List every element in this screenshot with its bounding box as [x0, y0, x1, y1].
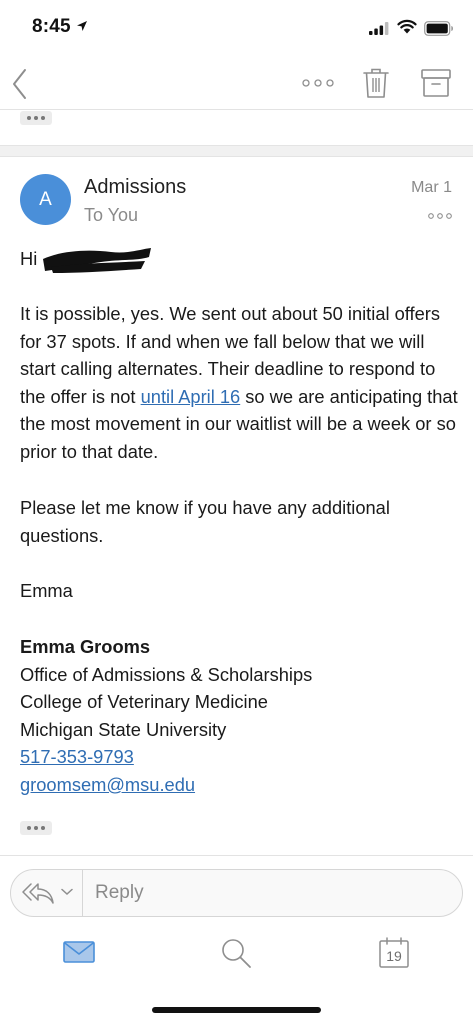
show-quoted-text-button[interactable]: [20, 821, 52, 835]
search-icon[interactable]: [220, 937, 252, 969]
message-more-icon[interactable]: [428, 212, 452, 220]
mail-icon[interactable]: [63, 941, 95, 963]
phone-link[interactable]: 517-353-9793: [20, 746, 134, 768]
battery-icon: [424, 21, 454, 36]
recipient-line[interactable]: To You: [84, 205, 139, 225]
greeting: [20, 245, 460, 275]
para1-text-end: so we are anticipating that the most movement in our waitlist will be a week or so prior to that date.: [20, 385, 458, 462]
redaction-mark: [41, 245, 153, 275]
body-paragraph-2: Please let me know if you have any additional questions.: [20, 497, 390, 546]
message-date: Mar 1: [411, 179, 452, 196]
reply-divider: [82, 870, 83, 916]
greeting-text: Hi: [20, 248, 38, 269]
signature-name: Emma Grooms: [20, 636, 151, 657]
calendar-tab[interactable]: [379, 937, 409, 969]
show-quoted-button[interactable]: [20, 111, 52, 125]
tab-bar: [0, 925, 473, 985]
email-link[interactable]: groomsem@msu.edu: [20, 773, 196, 795]
reply-bar: [10, 869, 463, 917]
para1-text-start: It is possible, yes. We sent out about 50 initial offers for 37 spots. If and when we fall below that we will start calling alternates. Their deadline to respond to the offer is not: [20, 303, 441, 407]
avatar: A: [20, 174, 71, 225]
wifi-icon: [397, 19, 417, 34]
reply-input[interactable]: Reply: [95, 882, 144, 903]
calendar-day: 19: [386, 948, 402, 964]
signature-office: Office of Admissions & Scholarships: [20, 663, 313, 685]
cellular-signal-icon: [369, 22, 389, 35]
trash-icon[interactable]: [362, 67, 390, 99]
sender-name[interactable]: Admissions: [84, 176, 187, 198]
home-indicator: [152, 1007, 321, 1013]
chevron-down-icon[interactable]: [61, 888, 73, 896]
signature-university: Michigan State University: [20, 718, 227, 740]
archive-icon[interactable]: [420, 68, 452, 98]
status-bar: [0, 0, 473, 58]
location-arrow-icon: [76, 20, 88, 32]
divider: [0, 855, 473, 856]
message-separator: [0, 145, 473, 157]
more-icon[interactable]: [302, 78, 334, 88]
signoff: Emma: [20, 580, 73, 601]
signature-block: [20, 633, 460, 799]
date-link[interactable]: until April 16: [140, 385, 241, 407]
chevron-left-icon[interactable]: [10, 66, 30, 102]
body-paragraph-1: [20, 300, 460, 466]
status-time: 8:45: [32, 16, 71, 37]
signature-college: College of Veterinary Medicine: [20, 691, 268, 713]
reply-all-icon[interactable]: [21, 881, 55, 905]
nav-bar: [0, 58, 473, 110]
